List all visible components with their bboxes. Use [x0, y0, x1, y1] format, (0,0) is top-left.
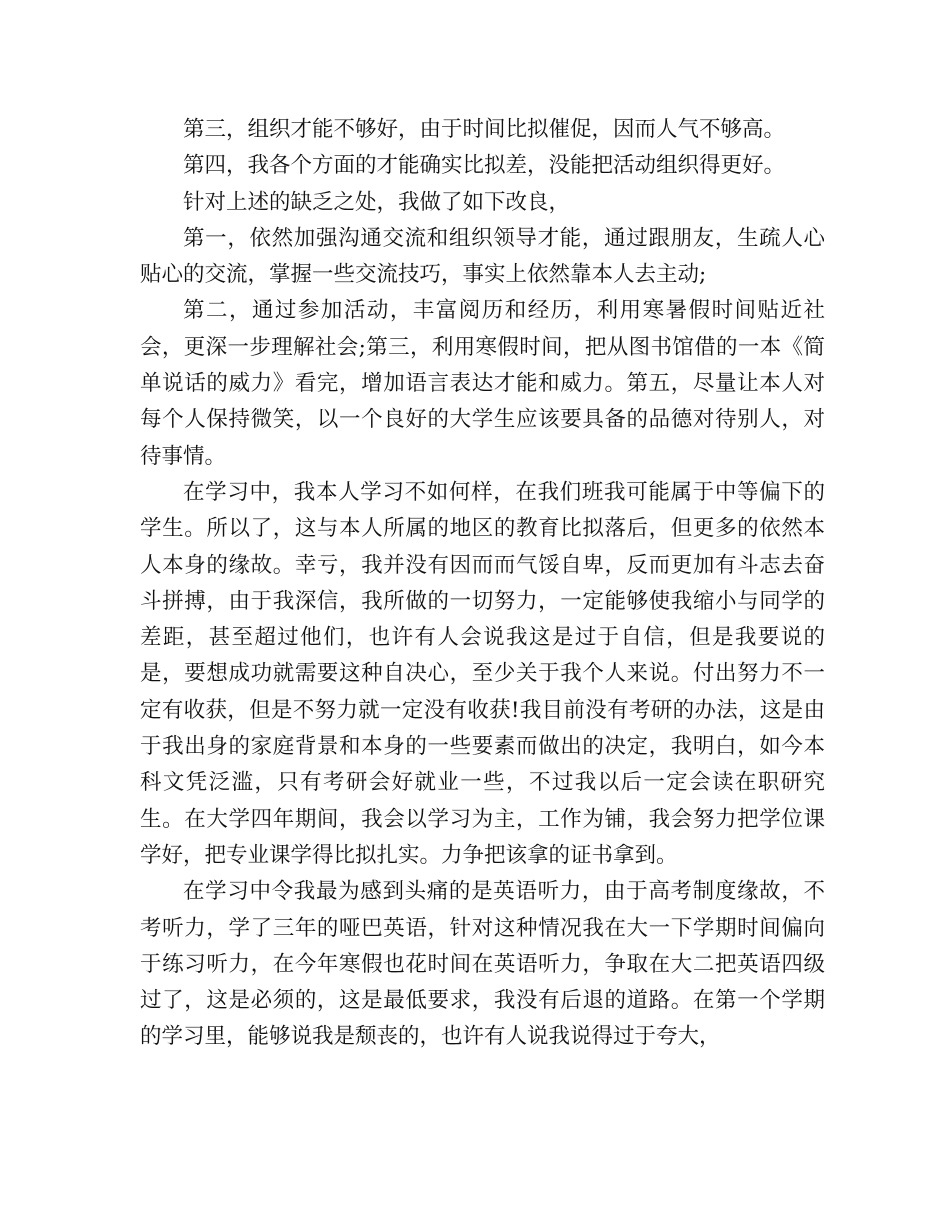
paragraph-improvements-intro: 针对上述的缺乏之处，我做了如下改良，	[183, 189, 571, 215]
paragraph-improvement-two: 第二，通过参加活动，丰富阅历和经历，利用寒暑假时间贴近社会，更深一步理解社会;第三，利用寒假时间，把从图书馆借的一本《简单说话的威力》看完，增加语言表达才能和威力。第五，尽量让本人对每个人保持微笑，以一个良好的大学生应该要具备的品德对待别人，对待事情。	[140, 298, 825, 469]
paragraph-study: 在学习中，我本人学习不如何样，在我们班我可能属于中等偏下的学生。所以了，这与本人所属的地区的教育比拟落后，但更多的依然本人本身的缘故。幸亏，我并没有因而而气馁自卑，反而更加有斗志去奋斗拼搏，由于我深信，我所做的一切努力，一定能够使我缩小与同学的差距，甚至超过他们，也许有人会说我这是过于自信，但是我要说的是，要想成功就需要这种自决心，至少关于我个人来说。付出努力不一定有收获，但是不努力就一定没有收获!我目前没有考研的办法，这是由于我出身的家庭背景和本身的一些要素而做出的决定，我明白，如今本科文凭泛滥，只有考研会好就业一些，不过我以后一定会读在职研究生。在大学四年期间，我会以学习为主，工作为铺，我会努力把学位课学好，把专业课学得比拟扎实。力争把该拿的证书拿到。	[140, 479, 825, 868]
paragraph-improvement-one: 第一，依然加强沟通交流和组织领导才能，通过跟朋友，生疏人心贴心的交流，掌握一些交流技巧，事实上依然靠本人去主动;	[140, 225, 825, 288]
paragraph-point-four: 第四，我各个方面的才能确实比拟差，没能把活动组织得更好。	[183, 153, 786, 179]
paragraph-point-three: 第三，组织才能不够好，由于时间比拟催促，因而人气不够高。	[183, 117, 786, 142]
paragraph-english-listening: 在学习中令我最为感到头痛的是英语听力，由于高考制度缘故，不考听力，学了三年的哑巴英语，针对这种情况我在大一下学期时间偏向于练习听力，在今年寒假也花时间在英语听力，争取在大二把英语四级过了，这是必须的，这是最低要求，我没有后退的道路。在第一个学期的学习里，能够说我是颓丧的，也许有人说我说得过于夸大，	[140, 879, 825, 1050]
document-body	[140, 112, 825, 1056]
